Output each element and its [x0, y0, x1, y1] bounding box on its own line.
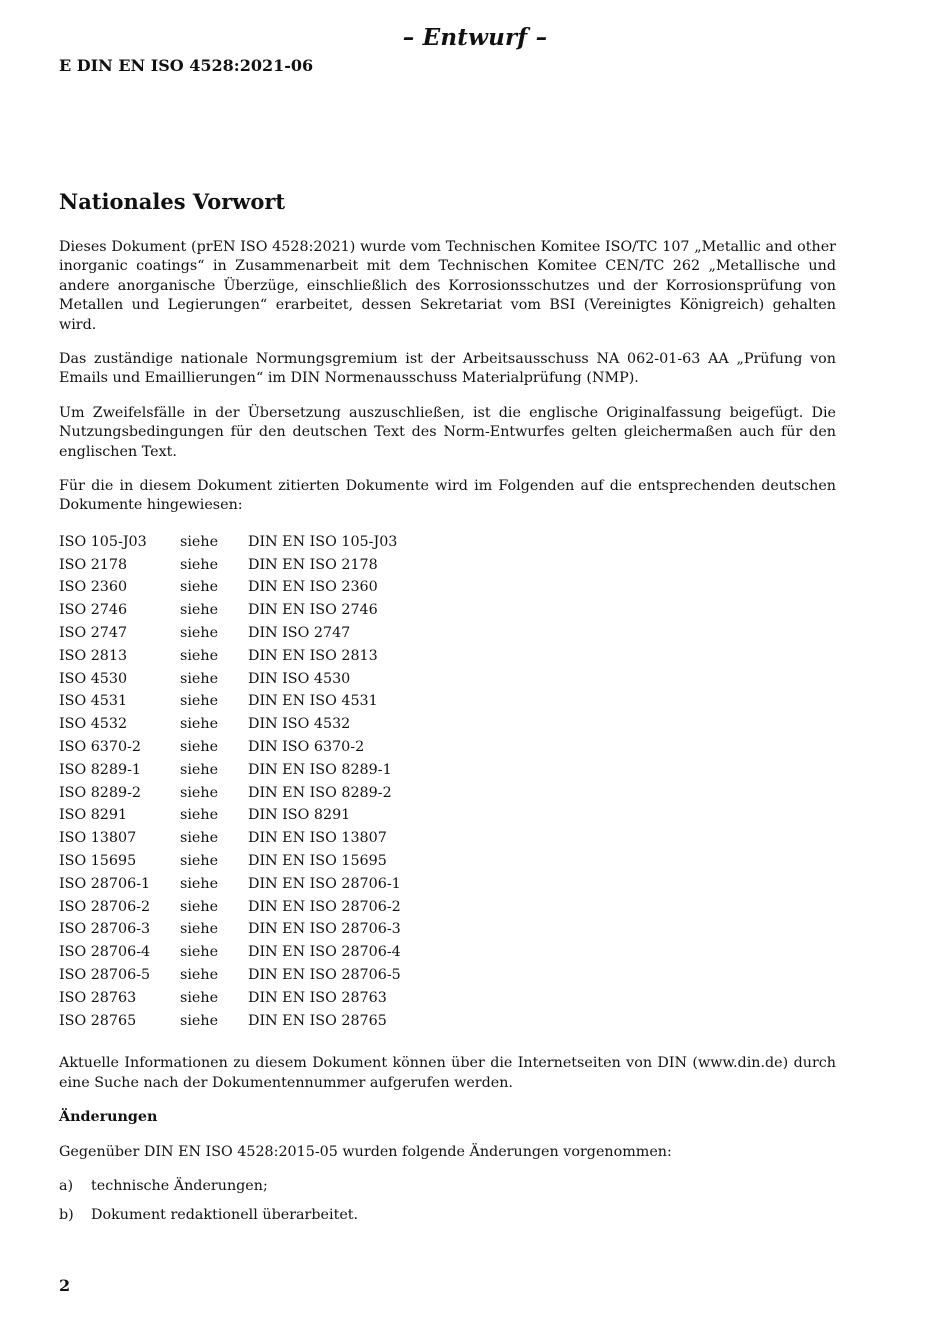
- iso-reference: ISO 28706-1: [59, 875, 151, 892]
- siehe-label: siehe: [180, 739, 219, 756]
- iso-reference: ISO 28706-4: [59, 944, 151, 961]
- din-reference: DIN EN ISO 2360: [248, 579, 378, 596]
- list-item-letter: b): [59, 1207, 74, 1224]
- table-row: [59, 531, 401, 554]
- paragraph: Das zuständige nationale Normungsgremium ist der Arbeitsausschuss NA 062-01-63 AA „Prüfung von Emails und Emaillierungen“ im DIN Normenausschuss Materialprüfung (NMP).: [59, 351, 836, 387]
- paragraph: Um Zweifelsfälle in der Übersetzung auszuschließen, ist die englische Originalfassung beigefügt. Die Nutzungsbedingungen für den deutschen Text des Norm-Entwurfes gelten gleichermaßen auch für den englischen Text.: [59, 404, 836, 460]
- main-content: [59, 187, 836, 1236]
- changes-heading: Änderungen: [59, 1109, 158, 1126]
- iso-reference: ISO 2178: [59, 556, 128, 573]
- iso-reference: ISO 28706-2: [59, 898, 151, 915]
- info-paragraph: Aktuelle Informationen zu diesem Dokument können über die Internetseiten von DIN (www.din.de) durch eine Suche nach der Dokumentennummer aufgerufen werden.: [59, 1055, 836, 1091]
- din-reference: DIN EN ISO 105-J03: [248, 533, 398, 550]
- din-reference: DIN EN ISO 28706-3: [248, 921, 401, 938]
- din-reference: DIN EN ISO 28706-4: [248, 944, 401, 961]
- din-reference: DIN ISO 6370-2: [248, 739, 365, 756]
- table-row: [59, 896, 401, 919]
- table-row: [59, 554, 401, 577]
- table-row: [59, 622, 401, 645]
- iso-reference: ISO 2746: [59, 602, 128, 619]
- siehe-label: siehe: [180, 807, 219, 824]
- siehe-label: siehe: [180, 944, 219, 961]
- din-reference: DIN EN ISO 2813: [248, 647, 378, 664]
- siehe-label: siehe: [180, 647, 219, 664]
- din-reference: DIN EN ISO 28706-1: [248, 875, 401, 892]
- siehe-label: siehe: [180, 989, 219, 1006]
- table-row: [59, 713, 401, 736]
- list-item-letter: a): [59, 1178, 74, 1195]
- din-reference: DIN EN ISO 8289-1: [248, 761, 392, 778]
- iso-reference: ISO 105-J03: [59, 533, 147, 550]
- din-reference: DIN EN ISO 28765: [248, 1012, 387, 1029]
- iso-reference: ISO 6370-2: [59, 739, 142, 756]
- siehe-label: siehe: [180, 898, 219, 915]
- din-reference: DIN EN ISO 13807: [248, 830, 387, 847]
- iso-reference: ISO 28706-3: [59, 921, 151, 938]
- siehe-label: siehe: [180, 875, 219, 892]
- iso-reference: ISO 2360: [59, 579, 128, 596]
- draft-watermark-title: – Entwurf –: [402, 24, 548, 51]
- iso-reference: ISO 2813: [59, 647, 128, 664]
- siehe-label: siehe: [180, 579, 219, 596]
- iso-reference: ISO 8289-1: [59, 761, 142, 778]
- din-reference: DIN EN ISO 28706-2: [248, 898, 401, 915]
- table-row: [59, 645, 401, 668]
- iso-reference: ISO 28706-5: [59, 967, 151, 984]
- changes-list: [59, 1177, 836, 1226]
- siehe-label: siehe: [180, 853, 219, 870]
- siehe-label: siehe: [180, 602, 219, 619]
- list-item-text: technische Änderungen;: [91, 1178, 268, 1195]
- din-reference: DIN EN ISO 28763: [248, 989, 387, 1006]
- din-reference: DIN ISO 2747: [248, 625, 351, 642]
- siehe-label: siehe: [180, 1012, 219, 1029]
- paragraph: Für die in diesem Dokument zitierten Dokumente wird im Folgenden auf die entsprechenden deutschen Dokumente hingewiesen:: [59, 478, 836, 514]
- siehe-label: siehe: [180, 716, 219, 733]
- iso-reference: ISO 2747: [59, 625, 128, 642]
- siehe-label: siehe: [180, 625, 219, 642]
- iso-reference: ISO 4530: [59, 670, 128, 687]
- table-row: [59, 1010, 401, 1033]
- table-row: [59, 759, 401, 782]
- iso-reference: ISO 28765: [59, 1012, 137, 1029]
- iso-reference: ISO 8289-2: [59, 784, 142, 801]
- table-row: [59, 599, 401, 622]
- iso-reference: ISO 13807: [59, 830, 137, 847]
- siehe-label: siehe: [180, 693, 219, 710]
- din-reference: DIN EN ISO 4531: [248, 693, 378, 710]
- document-id: E DIN EN ISO 4528:2021-06: [59, 56, 314, 75]
- page-number: 2: [59, 1276, 71, 1295]
- table-row: [59, 964, 401, 987]
- table-row: [59, 804, 401, 827]
- din-reference: DIN EN ISO 28706-5: [248, 967, 401, 984]
- siehe-label: siehe: [180, 967, 219, 984]
- din-reference: DIN ISO 8291: [248, 807, 351, 824]
- table-row: [59, 690, 401, 713]
- changes-intro: Gegenüber DIN EN ISO 4528:2015-05 wurden folgende Änderungen vorgenommen:: [59, 1143, 672, 1160]
- table-row: [59, 987, 401, 1010]
- table-row: [59, 576, 401, 599]
- siehe-label: siehe: [180, 670, 219, 687]
- table-row: [59, 941, 401, 964]
- siehe-label: siehe: [180, 761, 219, 778]
- iso-reference: ISO 15695: [59, 853, 137, 870]
- table-row: [59, 873, 401, 896]
- table-row: [59, 850, 401, 873]
- table-row: [59, 736, 401, 759]
- din-reference: DIN EN ISO 15695: [248, 853, 387, 870]
- table-row: [59, 827, 401, 850]
- reference-table: [59, 531, 401, 1033]
- table-row: [59, 782, 401, 805]
- iso-reference: ISO 4532: [59, 716, 128, 733]
- list-item: [59, 1206, 836, 1225]
- siehe-label: siehe: [180, 830, 219, 847]
- din-reference: DIN EN ISO 2178: [248, 556, 378, 573]
- table-row: [59, 668, 401, 691]
- section-title: Nationales Vorwort: [59, 189, 286, 214]
- din-reference: DIN ISO 4530: [248, 670, 351, 687]
- siehe-label: siehe: [180, 533, 219, 550]
- din-reference: DIN EN ISO 8289-2: [248, 784, 392, 801]
- iso-reference: ISO 8291: [59, 807, 128, 824]
- list-item-text: Dokument redaktionell überarbeitet.: [91, 1207, 359, 1224]
- siehe-label: siehe: [180, 784, 219, 801]
- din-reference: DIN ISO 4532: [248, 716, 351, 733]
- siehe-label: siehe: [180, 921, 219, 938]
- paragraph: Dieses Dokument (prEN ISO 4528:2021) wurde vom Technischen Komitee ISO/TC 107 „Metallic and other inorganic coatings“ in Zusammenarbeit mit dem Technischen Komitee CEN/TC 262 „Metallische und andere anorganische Überzüge, einschließlich des Korrosionsschutzes und der Korrosionsprüfung von Metallen und Legierungen“ erarbeitet, dessen Sekretariat vom BSI (Vereinigtes Königreich) gehalten wird.: [59, 239, 836, 333]
- iso-reference: ISO 28763: [59, 989, 137, 1006]
- din-reference: DIN EN ISO 2746: [248, 602, 378, 619]
- list-item: [59, 1177, 836, 1196]
- iso-reference: ISO 4531: [59, 693, 128, 710]
- table-row: [59, 918, 401, 941]
- siehe-label: siehe: [180, 556, 219, 573]
